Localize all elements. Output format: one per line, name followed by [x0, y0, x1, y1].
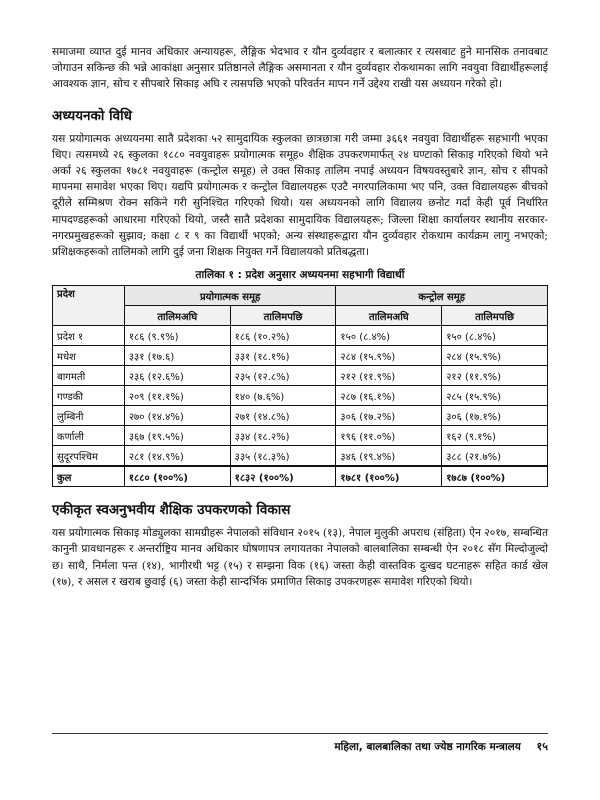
cell-province: प्रदेश १: [53, 326, 125, 346]
cell-exp-before: १८६ (९.९%): [124, 326, 230, 346]
cell-exp-before: २३६ (१२.६%): [124, 366, 230, 386]
table-row: [53, 406, 548, 426]
cell-province: कर्णाली: [53, 426, 125, 446]
table-row: [53, 326, 548, 346]
page-footer: [52, 733, 548, 754]
cell-exp-before: ३६७ (१९.५%): [124, 426, 230, 446]
cell-total-exp-before: १८८० (१००%): [124, 466, 230, 487]
cell-exp-after: २७१ (१४.८%): [230, 406, 336, 426]
cell-ctrl-after: २१२ (११.९%): [442, 366, 548, 386]
cell-exp-after: ३३१ (१८.१%): [230, 346, 336, 366]
participants-table: [52, 285, 548, 487]
cell-ctrl-after: ३८८ (२१.७%): [442, 446, 548, 467]
table-total-row: [53, 466, 548, 487]
page-content: [52, 44, 548, 590]
table-header-ctrl-before: तालिमअघि: [336, 306, 442, 326]
cell-ctrl-after: ३०६ (१७.१%): [442, 406, 548, 426]
cell-province: सुदूरपश्चिम: [53, 446, 125, 467]
cell-province: बागमती: [53, 366, 125, 386]
table-header-province: प्रदेश: [53, 286, 125, 326]
cell-exp-after: १४० (७.६%): [230, 386, 336, 406]
cell-exp-before: २८१ (१४.९%): [124, 446, 230, 467]
cell-total-ctrl-before: १७८१ (१००%): [336, 466, 442, 487]
cell-ctrl-before: २८७ (१६.१%): [336, 386, 442, 406]
cell-province: मधेश: [53, 346, 125, 366]
table-header-exp-after: तालिमपछि: [230, 306, 336, 326]
methodology-paragraph: यस प्रयोगात्मक अध्ययनमा सातै प्रदेशका ५२ सामुदायिक स्कुलका छात्रछात्रा गरी जम्मा ३६६१ नवयुवा विद्यार्थीहरू सहभागी भएका थिए। त्यसमध्ये २६ स्कुलका १८८० नवयुवाहरू प्रयोगात्मक समूह० शैक्षिक उपकरणमार्फत् २४ घण्टाको सिकाइ गरिएको थियो भने अर्का २६ स्कुलका १७८१ नवयुवाहरू (कन्ट्रोल समूह) ले उक्त सिकाइ तालिम नपाई अध्ययन विषयवस्तुबारे ज्ञान, सोच र सीपको मापनमा समावेश भएका थिए। यद्यपि प्रयोगात्मक र कन्ट्रोल विद्यालयहरू एउटै नगरपालिकामा भए पनि, उक्त विद्यालयहरू बीचको दूरीले सम्मिश्रण रोक्न सकिने गरी सुनिश्चित गरिएको थियो। यस अध्ययनको लागि विद्यालय छनोट गर्दा केही पूर्व निर्धारित मापदण्डहरूको आधारमा गरिएको थियो, जस्तै सातै प्रदेशका सामुदायिक विद्यालयहरू; जिल्ला शिक्षा कार्यालयर स्थानीय सरकार-नगरप्रमुखहरूको सुझाव; कक्षा ८ र ९ का विद्यार्थी भएको; अन्य संस्थाहरूद्वारा यौन दुर्व्यवहार रोकथाम कार्यक्रम लागु नभएको; प्रशिक्षकहरूको तालिमको लागि दुई जना शिक्षक नियुक्त गर्ने विद्यालयको प्रतिबद्धता।: [52, 132, 548, 259]
cell-exp-after: ३३५ (१८.३%): [230, 446, 336, 467]
table-header-experimental-group: प्रयोगात्मक समूह: [124, 286, 336, 306]
cell-exp-before: ३३१ (१७.६): [124, 346, 230, 366]
cell-ctrl-after: २८५ (१५.९%): [442, 386, 548, 406]
cell-ctrl-before: १५० (८.४%): [336, 326, 442, 346]
cell-total-label: कुल: [53, 466, 125, 487]
table-row: [53, 386, 548, 406]
page-number: १५: [536, 740, 548, 753]
cell-province: लुम्बिनी: [53, 406, 125, 426]
cell-ctrl-before: २१२ (११.९%): [336, 366, 442, 386]
cell-exp-before: २७० (१४.४%): [124, 406, 230, 426]
table-row: [53, 446, 548, 467]
cell-exp-after: ३३४ (१८.२%): [230, 426, 336, 446]
footer-ministry: महिला, बालबालिका तथा ज्येष्ठ नागरिक मन्त्रालय: [334, 741, 521, 753]
table-header-ctrl-after: तालिमपछि: [442, 306, 548, 326]
cell-province: गण्डकी: [53, 386, 125, 406]
tool-development-paragraph: यस प्रयोगात्मक सिकाइ मोड्युलका सामग्रीहरू नेपालको संविधान २०१५ (१३), नेपाल मुलुकी अपराध (संहिता) ऐन २०१७, सम्बन्धित कानुनी प्रावधानहरू र अन्तर्राष्ट्रिय मानव अधिकार घोषणापत्र लगायतका नेपालको बालबालिका सम्बन्धी ऐन २०१८ सँग मिल्दोजुल्दो छ। साथै, निर्मला पन्त (१४), भागीरथी भट्ट (१५) र सम्झना विक (१६) जस्ता केही वास्तविक दुःखद घटनाहरू सहित कार्ड खेल (१७), र असल र खराब छुवाई (६) जस्ता केही सान्दर्भिक प्रमाणित सिकाइ उपकरणहरू समावेश गरिएको थियो।: [52, 527, 548, 588]
cell-exp-before: २०९ (११.१%): [124, 386, 230, 406]
cell-total-ctrl-after: १७८७ (१००%): [442, 466, 548, 487]
intro-paragraph: समाजमा व्याप्त दुई मानव अधिकार अन्यायहरू, लैङ्गिक भेदभाव र यौन दुर्व्यवहार र बलात्कार र त्यसबाट हुने मानसिक तनावबाट जोगाउन सकिन्छ की भन्ने आकांक्षा अनुसार प्रतिष्ठानले लैङ्गिक असमानता र यौन दुर्व्यवहार रोकथामका लागि नवयुवा विद्यार्थीहरूलाई आवश्यक ज्ञान, सोच र सीपबारे सिकाइ अघि र त्यसपछि भएको परिवर्तन मापन गर्ने उद्देश्य राखी यस अध्ययन गरेको हो।: [52, 46, 548, 91]
cell-ctrl-after: १५० (८.४%): [442, 326, 548, 346]
table-row: [53, 346, 548, 366]
cell-ctrl-before: ३४६ (१९.४%): [336, 446, 442, 467]
cell-ctrl-after: २८४ (१५.९%): [442, 346, 548, 366]
table-caption: तालिका १ : प्रदेश अनुसार अध्ययनमा सहभागी विद्यार्थी: [195, 269, 405, 282]
table-header-control-group: कन्ट्रोल समूह: [336, 286, 548, 306]
section-heading-methodology: अध्ययनको विधि: [52, 107, 132, 124]
cell-ctrl-before: २८४ (१५.९%): [336, 346, 442, 366]
cell-exp-after: १८६ (१०.२%): [230, 326, 336, 346]
section-heading-tool-development: एकीकृत स्वअनुभवीय शैक्षिक उपकरणको विकास: [52, 502, 291, 519]
table-row: [53, 426, 548, 446]
cell-total-exp-after: १८३२ (१००%): [230, 466, 336, 487]
table-header-exp-before: तालिमअघि: [124, 306, 230, 326]
cell-exp-after: २३५ (१२.८%): [230, 366, 336, 386]
cell-ctrl-before: ३०६ (१७.२%): [336, 406, 442, 426]
cell-ctrl-after: १६२ (९.१%): [442, 426, 548, 446]
table-row: [53, 366, 548, 386]
cell-ctrl-before: १९६ (११.०%): [336, 426, 442, 446]
